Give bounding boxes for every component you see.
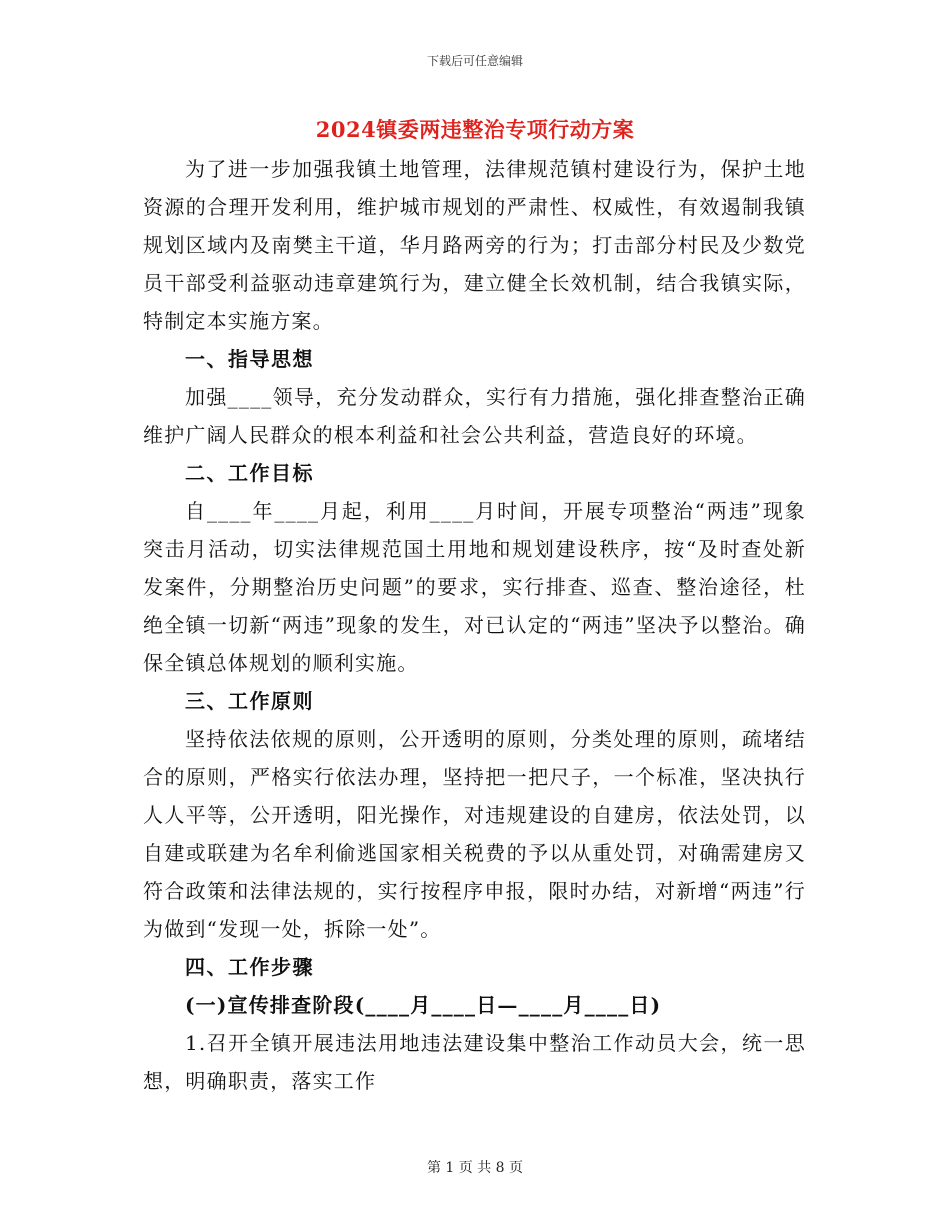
- document-title: 2024镇委两违整治专项行动方案: [315, 117, 635, 142]
- intro-paragraph: 为了进一步加强我镇土地管理，法律规范镇村建设行为，保护土地资源的合理开发利用，维护城市规划的严肃性、权威性，有效遏制我镇规划区域内及南樊主干道，华月路两旁的行为；打击部分村民及少数党员干部受利益驱动违章建筑行为，建立健全长效机制，结合我镇实际，特制定本实施方案。: [143, 157, 806, 333]
- section-heading-guiding: 一、指导思想: [185, 347, 314, 371]
- section-body-steps: 1.召开全镇开展违法用地违法建设集中整治工作动员大会，统一思想，明确职责，落实工作: [143, 1031, 806, 1093]
- section-body-goal: 自____年____月起，利用____月时间，开展专项整治“两违”现象突击月活动，切实法律规范国土用地和规划建设秩序，按“及时查处新发案件，分期整治历史问题”的要求，实行排查、巡查、整治途径，杜绝全镇一切新“两违”现象的发生，对已认定的“两违”坚决予以整治。确保全镇总体规划的顺利实施。: [143, 499, 806, 675]
- section-body-principles: 坚持依法依规的原则，公开透明的原则，分类处理的原则，疏堵结合的原则，严格实行依法办理，坚持把一把尺子，一个标准，坚决执行人人平等，公开透明，阳光操作，对违规建设的自建房，依法处罚，以自建或联建为名牟利偷逃国家相关税费的予以从重处罚，对确需建房又符合政策和法律法规的，实行按程序申报，限时办结，对新增“两违”行为做到“发现一处，拆除一处”。: [143, 727, 806, 941]
- section-heading-principles: 三、工作原则: [185, 689, 314, 713]
- header-note: 下载后可任意编辑: [426, 54, 523, 68]
- document-body: [143, 150, 806, 1100]
- section-heading-steps: 四、工作步骤: [185, 955, 314, 979]
- section-body-guiding: 加强____领导，充分发动群众，实行有力措施，强化排查整治正确维护广阔人民群众的根本利益和社会公共利益，营造良好的环境。: [143, 385, 806, 447]
- page-number-footer: 第 1 页 共 8 页: [426, 1160, 524, 1176]
- section-heading-goal: 二、工作目标: [185, 461, 314, 485]
- section-subheading-publicity: (一)宣传排查阶段(____月____日—____月____日): [185, 993, 662, 1017]
